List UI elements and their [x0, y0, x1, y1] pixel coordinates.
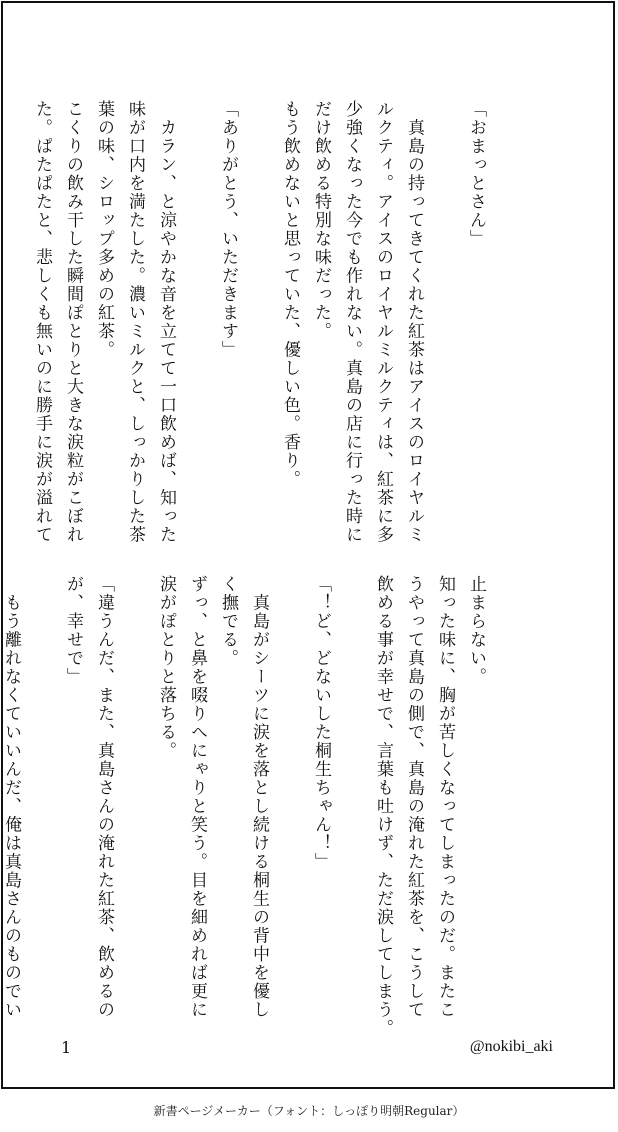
text-line: もう飲めないと思っていた、優しい色。香り。: [280, 100, 300, 489]
text-line: 真島がシーツに涙を落とし続ける桐生の背中を優し: [249, 575, 269, 1019]
text-line: [243, 100, 274, 540]
text-line: カラン、と涼やかな音を立てて一口飲めば、知った: [156, 100, 176, 544]
text-line: うやって真島の側で、真島の淹れた紅茶を、こうして: [404, 575, 424, 1019]
text-line: 葉の味、シロップ多めの紅茶。: [94, 100, 114, 359]
app-credit-caption: 新書ページメーカー（フォント：しっぽり明朝Regular）: [153, 1104, 465, 1118]
text-line: 少強くなった今でも作れない。真島の店に行った時に: [342, 100, 362, 544]
text-line: ずっ、と鼻を啜りへにゃりと笑う。目を細めれば更に: [187, 575, 207, 1019]
text-line: [181, 100, 212, 540]
author-handle: @nokibi_aki: [469, 1038, 553, 1055]
page-number: 1: [61, 1038, 72, 1057]
text-line: もう離れなくていいんだ、俺は真島さんのものでい: [1, 575, 21, 1019]
text-line: く撫でる。: [218, 575, 238, 668]
text-line: [274, 575, 305, 1015]
text-line: 止まらない。: [466, 575, 486, 686]
text-line: だけ飲める特別な味だった。: [311, 100, 331, 341]
upper-text-block: [26, 100, 491, 544]
text-line: 飲める事が幸せで、言葉も吐けず、ただ涙してしまう。: [373, 575, 393, 1038]
text-line: 「ありがとう、いただきます」: [218, 100, 238, 359]
text-line: 「違うんだ、また、真島さんの淹れた紅茶、飲めるの: [94, 575, 114, 1019]
text-line: た。ぱたぱたと、悲しくも無いのに勝手に涙が溢れて: [32, 100, 52, 544]
lower-text-block: [0, 575, 491, 1038]
text-line: [119, 575, 150, 1015]
page-frame: [1, 1, 615, 1089]
text-line: 味が口内を満たした。濃いミルクと、しっかりした茶: [125, 100, 145, 544]
text-line: [429, 100, 460, 540]
text-line: [26, 575, 57, 1015]
text-line: 真島の持ってきてくれた紅茶はアイスのロイヤルミ: [404, 100, 424, 544]
text-line: 涙がぽとりと落ちる。: [156, 575, 176, 760]
text-line: 知った味に、胸が苦しくなってしまったのだ。またこ: [435, 575, 455, 1019]
text-line: こくりの飲み干した瞬間ぽとりと大きな涙粒がこぼれ: [63, 100, 83, 544]
text-line: ルクティ。アイスのロイヤルミルクティは、紅茶に多: [373, 100, 393, 544]
text-line: 「！ど、どないした桐生ちゃん！」: [311, 575, 331, 871]
text-line: 「おまっとさん」: [466, 100, 486, 248]
text-line: が、幸せで」: [63, 575, 83, 686]
text-line: [336, 575, 367, 1015]
